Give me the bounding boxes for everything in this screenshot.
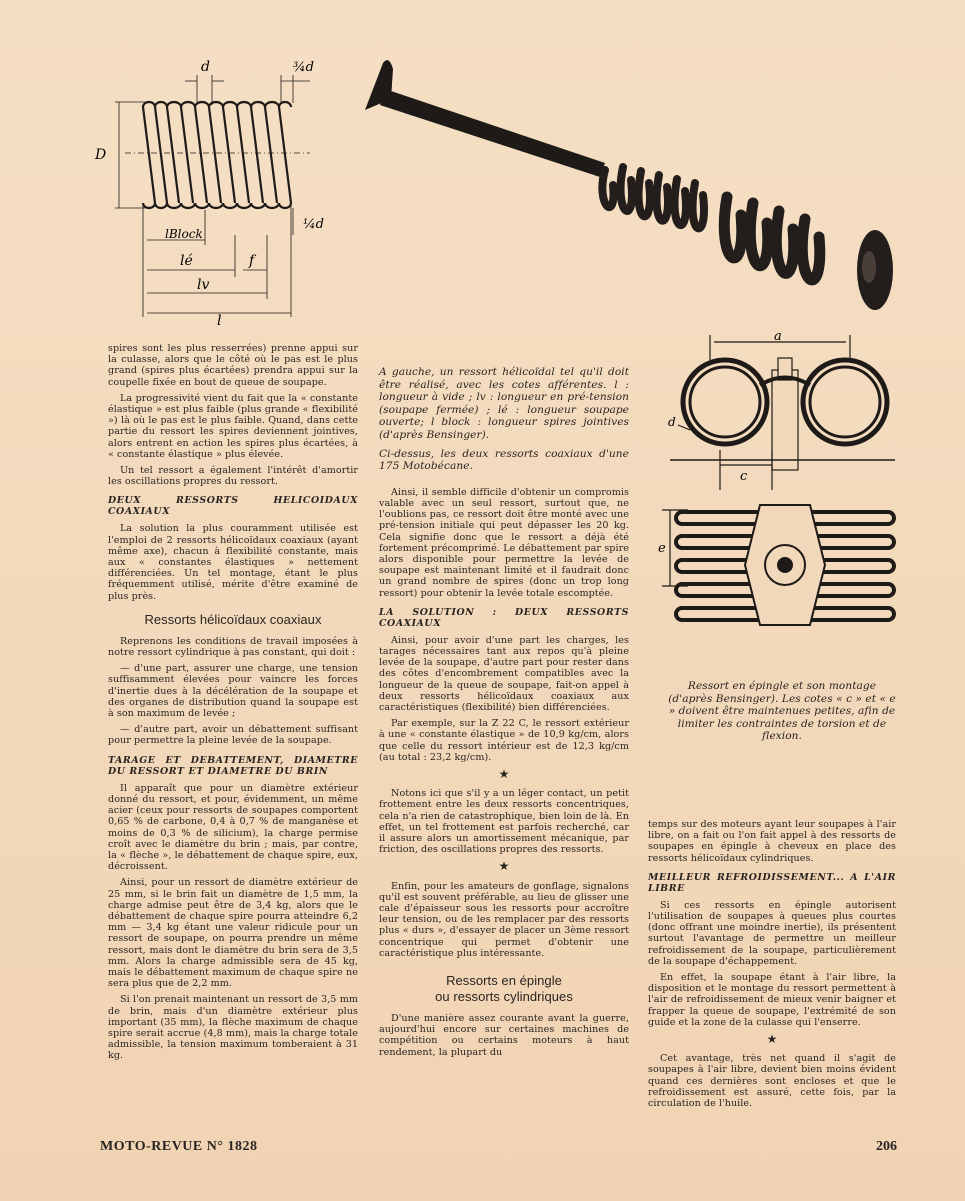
col1-paragraph: La progressivité vient du fait que la « constante élastique » est plus faible (plus grande « flexibilité ») là où le pas est le plus faible. Quand, dans cette partie du ressort les spires deviennent jointives, alors entrent en action les spires plus écartées, à « constante élastique » plus élevée.	[108, 392, 358, 460]
label-d-hairpin: d	[668, 415, 676, 429]
star-separator: ★	[498, 859, 510, 874]
section-title-line2: ou ressorts cylindriques	[435, 989, 573, 1005]
section-title: Ressorts hélicoïdaux coaxiaux	[144, 611, 322, 627]
label-c: c	[740, 469, 748, 484]
label-d: d	[201, 59, 210, 75]
col1-paragraph: Ainsi, pour un ressort de diamètre extérieur de 25 mm, si le brin fait un diamètre de 1,5 mm, la charge admise peut être de 3,4 kg, alors que le débattement de chaque spire pourra atteindre 6,2 mm — 3,4 kg étant une valeur ridicule pour un ressort de soupape, on pourra prendre un même ressort, mais dont le diamètre du brin sera de 3,5 mm. Alors la charge admissible sera de 45 kg, mais le débattement maximum de chaque spire ne sera plus que de 2,2 mm.	[108, 877, 358, 990]
section-heading: MEILLEUR REFROIDISSEMENT... A L'AIR LIBRE	[648, 871, 896, 894]
label-three-quarter-d: ¾d	[293, 60, 314, 75]
label-quarter-d: ¼d	[303, 217, 324, 232]
col1-paragraph: La solution la plus couramment utilisée est l'emploi de 2 ressorts hélicoïdaux coaxiaux (ayant même axe), chacun à flexibilité constante, mais aux « constantes élastiques » nettement différenciées. Un tel montage, étant le plus fréquemment utilisé, mérite d'être examiné de plus près.	[108, 523, 358, 602]
caption-hairpin-text: Ressort en épingle et son montage (d'après Bensinger). Les cotes « c » et « e » doivent être maintenues petites, afin de limiter les contraintes de torsion et de flexion.	[668, 680, 896, 743]
caption-helical-spring: A gauche, un ressort hélicoïdal tel qu'il doit être réalisé, avec les cotes afférentes. l : longueur à vide ; lv : longueur en pré-tension (soupape fermée) ; lé : longueur soupape ouverte; l block : longueur spires jointives (d'après Bensinger).	[379, 366, 629, 441]
star-separator: ★	[766, 1032, 778, 1047]
section-heading: DEUX RESSORTS HELICOIDAUX COAXIAUX	[108, 495, 358, 518]
label-l: l	[217, 313, 222, 329]
col1-paragraph: — d'autre part, avoir un débattement suffisant pour permettre la pleine levée de la soupape.	[108, 724, 358, 747]
helical-spring-diagram	[85, 55, 350, 330]
label-D: D	[95, 147, 107, 163]
col1-paragraph: Reprenons les conditions de travail imposées à notre ressort cylindrique à pas constant, qui doit :	[108, 635, 358, 659]
label-a: a	[774, 329, 782, 344]
col2-paragraph: Ainsi, pour avoir d'une part les charges, les tarages nécessaires tant aux repos qu'à pleine levée de la soupape, d'autre part pour rester dans des côtes d'encombrement compatibles avec la longueur de la queue de soupape, fait-on appel à deux ressorts hélicoïdaux coaxiaux aux caractéristiques (flexibilité) bien différenciées.	[379, 634, 629, 713]
page-number: 206	[876, 1139, 897, 1154]
col3-paragraph: Si ces ressorts en épingle autorisent l'utilisation de soupapes à queues plus courtes (donc offrant une moindre inertie), ils présentent surtout l'avantage de permettre un meilleur refroidissement de la soupape, particulièrement de la soupape d'échappement.	[648, 899, 896, 967]
col2-paragraph: Enfin, pour les amateurs de gonflage, signalons qu'il est souvent préférable, au lieu de glisser une cale d'épaisseur sous les ressorts pour accroître leur tension, ou de les remplacer par des ressorts plus « durs », d'essayer de placer un 3ème ressort concentrique qui permet d'obtenir une caractéristique plus intéressante.	[379, 880, 629, 959]
col1-paragraph: Si l'on prenait maintenant un ressort de 3,5 mm de brin, mais d'un diamètre extérieur plus important (35 mm), la flèche maximum de chaque spire serait accrue (4,8 mm), mais la charge totale admissible, la tension maximum tomberaient à 31 kg.	[108, 994, 358, 1062]
label-l-v: lv	[197, 277, 210, 293]
column-3	[648, 819, 896, 1114]
magazine-issue: MOTO-REVUE N° 1828	[100, 1139, 258, 1154]
caption-hairpin	[668, 680, 896, 748]
label-l-e: lé	[180, 253, 193, 269]
label-e: e	[658, 541, 666, 556]
valve-springs-photo	[355, 55, 900, 320]
col1-paragraph: — d'une part, assurer une charge, une tension suffisamment élevées pour vaincre les forces d'inertie dues à la décélération de la soupape et des organes de distribution quand la soupape est à son maximum de levée ;	[108, 663, 358, 720]
column-1	[108, 343, 358, 1067]
hairpin-spring-diagram	[660, 330, 910, 660]
section-heading: LA SOLUTION : DEUX RESSORTS COAXIAUX	[379, 606, 629, 629]
col1-paragraph: Un tel ressort a également l'intérêt d'amortir les oscillations propres du ressort.	[108, 465, 358, 488]
col2-paragraph: Notons ici que s'il y a un léger contact, un petit frottement entre les deux ressorts concentriques, cela n'a rien de catastrophique, bien loin de là. En effet, un tel frottement est parfois recherché, car il assure alors un amortissement mécanique, par friction, des oscillations propres des ressorts.	[379, 788, 629, 856]
label-f: f	[249, 253, 255, 269]
caption-coaxial-springs: Ci-dessus, les deux ressorts coaxiaux d'une 175 Motobécane.	[379, 447, 629, 473]
section-title-line1: Ressorts en épingle	[446, 973, 562, 989]
col2-paragraph: Ainsi, il semble difficile d'obtenir un compromis valable avec un seul ressort, surtout que, ne l'oublions pas, ce ressort doit être monté avec une pré-tension initiale qui peut dépasser les 20 kg. Cela signifie donc que le ressort a déjà été fortement précomprimé. Le débattement par spire alors disponible pour permettre la levée de soupape est maintenant limité et il faudrait donc un grand nombre de spires (donc un trop long ressort) pour obtenir la levée totale escomptée.	[379, 486, 629, 599]
col1-paragraph: Il apparaît que pour un diamètre extérieur donné du ressort, et pour, évidemment, un même acier (ceux pour ressorts de soupapes comportent 0,65 % de carbone, 0,4 à 0,7 % de manganèse et moins de 0,3 % de silicium), la charge permise croît avec le diamètre du brin ; mais, par contre, la « flèche », le débattement de chaque spire, eux, décroissent.	[108, 782, 358, 873]
section-heading: TARAGE ET DEBATTEMENT, DIAMETRE DU RESSORT ET DIAMETRE DU BRIN	[108, 754, 358, 777]
star-separator: ★	[498, 767, 510, 782]
label-l-block: lBlock	[165, 227, 203, 241]
col2-paragraph: D'une manière assez courante avant la guerre, aujourd'hui encore sur certaines machines de compétition ou certains moteurs à haut rendement, la plupart du	[379, 1013, 629, 1058]
column-2	[379, 366, 629, 1063]
section-title	[379, 973, 629, 1005]
col2-paragraph: Par exemple, sur la Z 22 C, le ressort extérieur à une « constante élastique » de 10,9 kg/cm, alors que celle du ressort intérieur est de 12,3 kg/cm (au total : 23,2 kg/cm).	[379, 718, 629, 763]
col3-paragraph: Cet avantage, très net quand il s'agit de soupapes à l'air libre, devient bien moins évident quand ces dernières sont encloses et que le refroidissement est assuré, cette fois, par la circulation de l'huile.	[648, 1053, 896, 1110]
col3-paragraph: temps sur des moteurs ayant leur soupapes à l'air libre, on a fait ou l'on fait appel à des ressorts de soupapes en épingle à cheveux en place des ressorts hélicoïdaux cylindriques.	[648, 819, 896, 864]
col1-paragraph: spires sont les plus resserrées) prenne appui sur la culasse, alors que le côté où le pas est le plus grand (spires plus écartées) prendra appui sur la coupelle fixée en bout de queue de soupape.	[108, 343, 358, 388]
col3-paragraph: En effet, la soupape étant à l'air libre, la disposition et le montage du ressort permettent à l'air de refroidissement de mieux venir baigner et frapper la queue de soupape, l'extrémité de son guide et la zone de la culasse qui l'enserre.	[648, 972, 896, 1028]
